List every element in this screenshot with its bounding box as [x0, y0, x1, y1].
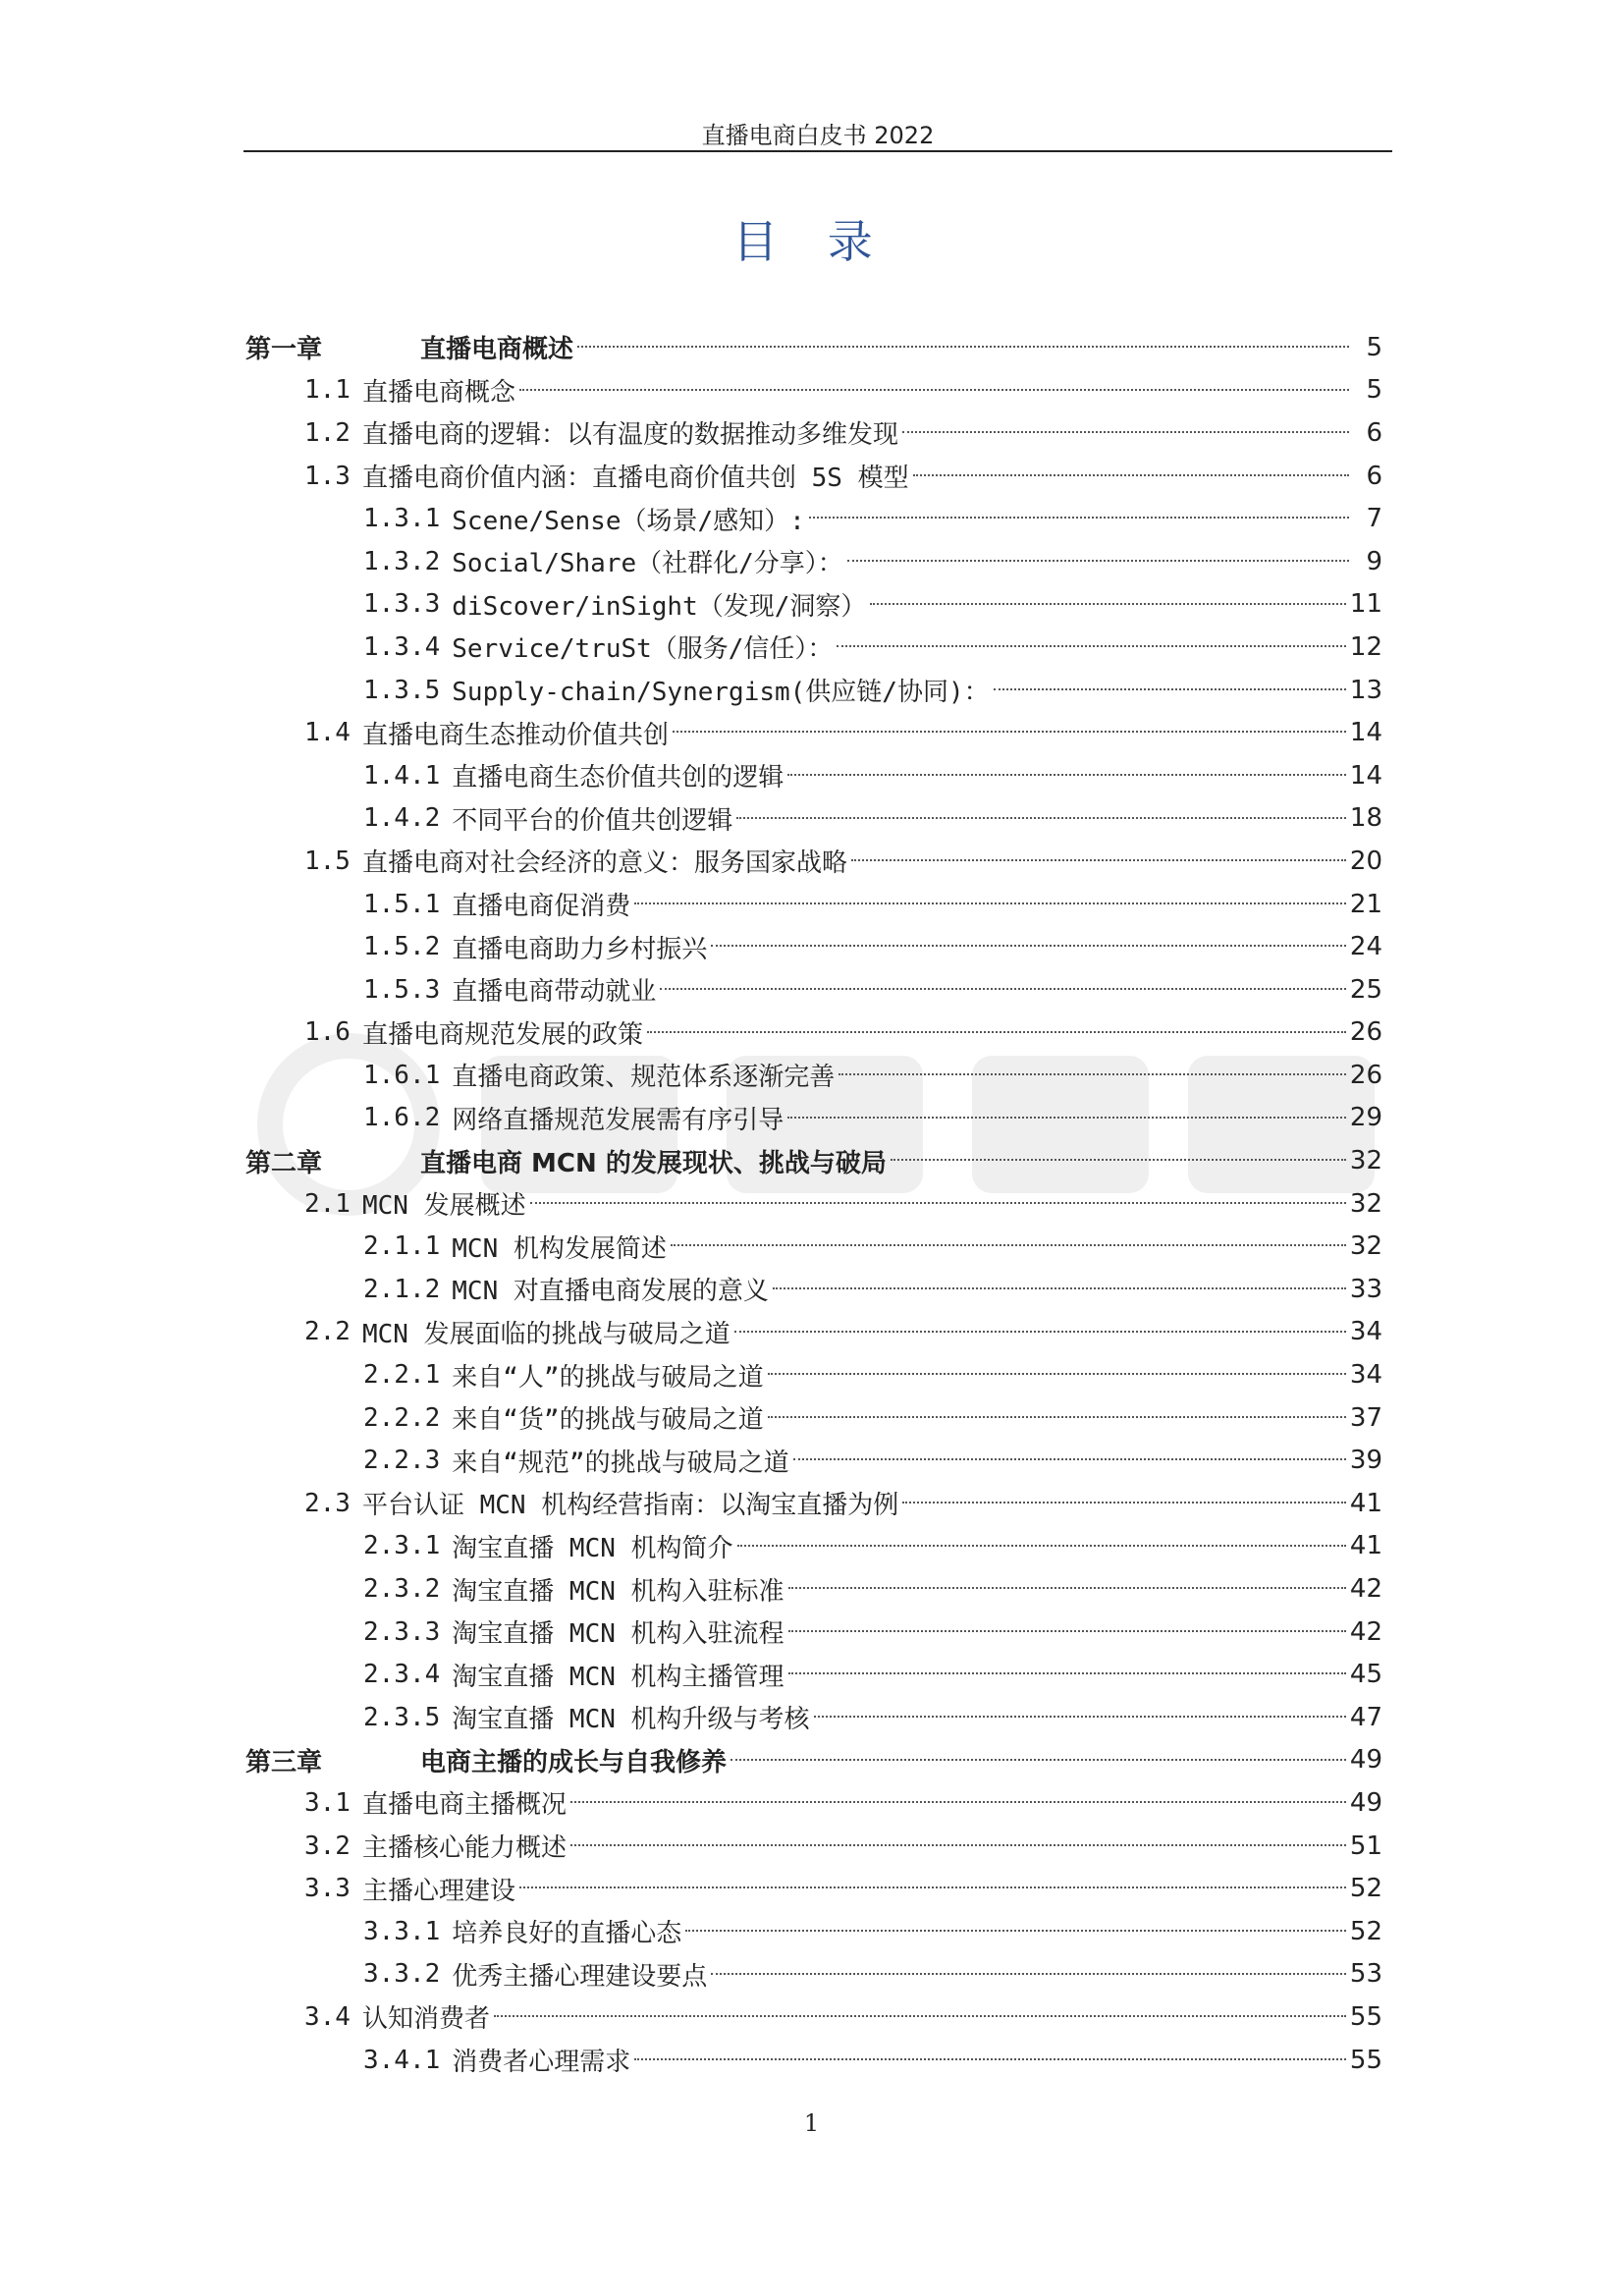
toc-entry[interactable] [245, 1867, 1382, 1910]
toc-entry-label: 电商主播的成长与自我修养 [420, 1747, 728, 1777]
toc-entry-number: 1.5.2 [363, 932, 441, 962]
dot-leader [809, 497, 1349, 519]
toc-entry[interactable] [245, 626, 1382, 669]
toc-entry-label: 直播电商价值内涵：直播电商价值共创 5S 模型 [361, 464, 909, 494]
toc-entry-page: 41 [1349, 1531, 1382, 1561]
dot-leader [788, 1611, 1346, 1632]
toc-entry[interactable] [245, 1182, 1382, 1226]
dot-leader [870, 583, 1346, 605]
toc-entry[interactable] [245, 1910, 1382, 1953]
dot-leader [736, 797, 1346, 819]
toc-entry-label: 淘宝直播 MCN 机构主播管理 [452, 1662, 784, 1692]
toc-entry-label: 直播电商助力乡村振兴 [452, 934, 708, 964]
toc-entry[interactable] [245, 326, 1382, 369]
toc-entry-label: 直播电商政策、规范体系逐渐完善 [452, 1063, 836, 1093]
dot-leader [634, 883, 1346, 904]
toc-entry-number: 1.4 [304, 718, 351, 748]
toc-entry-number: 1.6.2 [363, 1103, 441, 1133]
dot-leader [660, 968, 1346, 990]
toc-entry-number: 2.3.1 [363, 1531, 441, 1561]
toc-entry-label: 培养良好的直播心态 [452, 1919, 682, 1949]
dot-leader [902, 1482, 1346, 1503]
toc-entry-label: 网络直播规范发展需有序引导 [452, 1105, 784, 1135]
dot-leader [737, 1525, 1346, 1547]
toc-entry-page: 45 [1349, 1660, 1382, 1690]
dot-leader [814, 1696, 1346, 1718]
toc-entry-label: 来自“人”的挑战与破局之道 [452, 1362, 764, 1393]
toc-entry-number: 2.2.1 [363, 1360, 441, 1391]
toc-entry[interactable] [245, 1396, 1382, 1440]
toc-entry-label: 直播电商 MCN 的发展现状、挑战与破局 [420, 1148, 887, 1178]
dot-leader [768, 1396, 1346, 1418]
toc-entry-page: 7 [1366, 504, 1382, 534]
toc-entry-page: 52 [1349, 1874, 1382, 1904]
toc-entry-label: 直播电商概述 [420, 335, 574, 365]
header-rule [243, 150, 1392, 152]
toc-entry[interactable] [245, 455, 1382, 498]
toc-entry-number: 2.3.3 [363, 1616, 441, 1647]
dot-leader [839, 1054, 1346, 1075]
toc-entry-number: 2.1 [304, 1188, 351, 1219]
toc-entry-number: 3.4.1 [363, 2045, 441, 2075]
toc-entry-page: 37 [1349, 1402, 1382, 1433]
dot-leader [773, 1268, 1346, 1289]
toc-entry-label: Scene/Sense（场景/感知）: [452, 506, 805, 536]
toc-entry-number: 1.6.1 [363, 1060, 441, 1090]
toc-entry-page: 55 [1349, 2001, 1382, 2032]
toc-entry-label: 淘宝直播 MCN 机构入驻流程 [452, 1619, 784, 1650]
toc-entry[interactable] [245, 840, 1382, 883]
toc-entry[interactable] [245, 925, 1382, 968]
toc-entry-number: 2.3.4 [363, 1660, 441, 1690]
toc-entry-number: 第一章 [245, 335, 323, 365]
toc-entry-number: 2.3.2 [363, 1574, 441, 1605]
toc-entry-number: 3.1 [304, 1787, 351, 1818]
toc-entry-number: 1.4.2 [363, 803, 441, 834]
toc-entry-label: 直播电商概念 [361, 377, 515, 408]
toc-entry-page: 12 [1349, 631, 1382, 662]
toc-entry[interactable] [245, 369, 1382, 412]
dot-leader [634, 2039, 1346, 2060]
dot-leader [519, 1867, 1346, 1888]
toc-entry[interactable] [245, 1311, 1382, 1354]
toc-entry-page: 14 [1349, 718, 1382, 748]
toc-entry-page: 29 [1349, 1103, 1382, 1133]
toc-entry-page: 24 [1349, 932, 1382, 962]
dot-leader [847, 540, 1349, 562]
page-number: 1 [803, 2109, 820, 2137]
toc-entry[interactable] [245, 1567, 1382, 1611]
toc-entry-page: 47 [1349, 1702, 1382, 1732]
toc-entry-label: 来自“货”的挑战与破局之道 [452, 1405, 764, 1436]
toc-entry-label: 直播电商生态价值共创的逻辑 [452, 763, 784, 793]
toc-entry-page: 51 [1349, 1831, 1382, 1861]
dot-leader [711, 925, 1346, 947]
toc-entry-page: 49 [1349, 1787, 1382, 1818]
toc-entry[interactable] [245, 2039, 1382, 2082]
toc-entry[interactable] [245, 669, 1382, 712]
toc-entry-number: 1.3 [304, 461, 351, 491]
toc-entry-label: 不同平台的价值共创逻辑 [452, 805, 733, 836]
toc-entry-label: Social/Share（社群化/分享）： [452, 549, 843, 579]
dot-leader [685, 1910, 1346, 1932]
toc-entry-number: 3.3.2 [363, 1959, 441, 1990]
toc-entry-label: diScover/inSight（发现/洞察） [452, 591, 867, 622]
dot-leader [734, 1311, 1346, 1333]
toc-entry-label: Service/truSt（服务/信任）： [452, 634, 834, 665]
toc-entry-page: 41 [1349, 1488, 1382, 1518]
toc-entry-number: 3.4 [304, 2001, 351, 2032]
toc-entry[interactable] [245, 1525, 1382, 1568]
dot-leader [851, 840, 1346, 861]
toc-entry[interactable] [245, 1739, 1382, 1782]
toc-entry-number: 1.3.3 [363, 589, 441, 620]
dot-leader [837, 626, 1345, 647]
toc-entry-label: 直播电商对社会经济的意义：服务国家战略 [361, 848, 847, 879]
toc-entry-page: 42 [1349, 1574, 1382, 1605]
toc-entry-label: MCN 对直播电商发展的意义 [452, 1277, 769, 1307]
toc-entry-number: 2.3.5 [363, 1702, 441, 1732]
toc-entry-label: MCN 机构发展简述 [452, 1233, 667, 1264]
dot-leader [530, 1182, 1346, 1204]
toc-entry-page: 34 [1349, 1360, 1382, 1391]
toc-entry-label: 平台认证 MCN 机构经营指南：以淘宝直播为例 [361, 1491, 899, 1521]
dot-leader [994, 669, 1346, 690]
toc-entry-label: 主播心理建设 [361, 1876, 515, 1906]
toc-entry-page: 21 [1349, 889, 1382, 919]
toc-entry-number: 第二章 [245, 1148, 323, 1178]
toc-entry[interactable] [245, 1696, 1382, 1739]
toc-entry-page: 5 [1366, 375, 1382, 406]
toc-entry[interactable] [245, 1268, 1382, 1311]
dot-leader [494, 1995, 1346, 2017]
toc-entry-page: 39 [1349, 1446, 1382, 1476]
dot-leader [570, 1781, 1346, 1803]
toc-entry-number: 1.3.1 [363, 504, 441, 534]
toc-entry-page: 26 [1349, 1060, 1382, 1090]
toc-entry[interactable] [245, 968, 1382, 1011]
toc-entry[interactable] [245, 583, 1382, 627]
toc-entry-number: 1.5.1 [363, 889, 441, 919]
toc-entry[interactable] [245, 711, 1382, 754]
toc-entry[interactable] [245, 754, 1382, 797]
toc-entry-label: 直播电商促消费 [452, 892, 631, 922]
toc-entry-number: 1.4.1 [363, 760, 441, 791]
dot-leader [891, 1139, 1346, 1161]
toc-entry[interactable] [245, 1011, 1382, 1055]
toc-entry-number: 2.3 [304, 1488, 351, 1518]
dot-leader [647, 1011, 1346, 1033]
toc-entry-number: 1.3.5 [363, 675, 441, 705]
dot-leader [787, 754, 1346, 776]
toc-entry[interactable] [245, 797, 1382, 841]
dot-leader [711, 1953, 1346, 1975]
toc-entry-number: 2.2.3 [363, 1446, 441, 1476]
toc-entry-page: 13 [1349, 675, 1382, 705]
toc-entry-number: 1.5 [304, 846, 351, 876]
toc-entry-page: 9 [1366, 546, 1382, 576]
dot-leader [519, 369, 1349, 391]
toc-entry-number: 1.3.2 [363, 546, 441, 576]
toc-entry-page: 42 [1349, 1616, 1382, 1647]
running-header: 直播电商白皮书 2022 [701, 122, 935, 149]
dot-leader [793, 1439, 1346, 1460]
dot-leader [913, 455, 1349, 476]
toc-entry[interactable] [245, 1054, 1382, 1097]
toc-entry-label: Supply-chain/Synergism(供应链/协同)： [452, 678, 990, 708]
toc-entry-label: 直播电商主播概况 [361, 1790, 567, 1821]
toc-entry-label: 淘宝直播 MCN 机构简介 [452, 1533, 733, 1563]
toc-entry-page: 33 [1349, 1274, 1382, 1304]
toc-entry-number: 1.1 [304, 375, 351, 406]
toc-entry-page: 26 [1349, 1017, 1382, 1048]
toc-entry-number: 3.2 [304, 1831, 351, 1861]
toc-entry[interactable] [245, 883, 1382, 926]
toc-list [245, 326, 1382, 2081]
dot-leader [787, 1097, 1346, 1119]
toc-entry-number: 1.6 [304, 1017, 351, 1048]
toc-entry-label: 直播电商生态推动价值共创 [361, 720, 669, 750]
toc-entry-label: 消费者心理需求 [452, 2048, 631, 2078]
toc-entry-page: 20 [1349, 846, 1382, 876]
toc-entry-number: 1.3.4 [363, 631, 441, 662]
toc-entry[interactable] [245, 1781, 1382, 1825]
dot-leader [570, 1825, 1346, 1846]
toc-entry[interactable] [245, 540, 1382, 583]
toc-entry-label: 直播电商的逻辑：以有温度的数据推动多维发现 [361, 420, 898, 451]
toc-entry-label: 来自“规范”的挑战与破局之道 [452, 1448, 789, 1478]
toc-entry-label: MCN 发展面临的挑战与破局之道 [361, 1319, 730, 1349]
toc-entry-page: 55 [1349, 2045, 1382, 2075]
dot-leader [902, 411, 1349, 433]
toc-entry-page: 32 [1349, 1146, 1382, 1176]
toc-entry-page: 52 [1349, 1916, 1382, 1946]
toc-entry-number: 3.3 [304, 1874, 351, 1904]
toc-entry-number: 2.2 [304, 1317, 351, 1347]
toc-entry-number: 2.1.1 [363, 1231, 441, 1262]
dot-leader [768, 1353, 1346, 1375]
toc-entry-page: 49 [1349, 1745, 1382, 1776]
toc-entry-label: 直播电商规范发展的政策 [361, 1019, 643, 1050]
toc-entry-page: 32 [1349, 1231, 1382, 1262]
toc-entry-page: 53 [1349, 1959, 1382, 1990]
toc-entry-number: 1.2 [304, 417, 351, 448]
toc-entry[interactable] [245, 1225, 1382, 1268]
toc-entry[interactable] [245, 1953, 1382, 1996]
dot-leader [577, 326, 1349, 348]
toc-entry[interactable] [245, 497, 1382, 540]
toc-entry-page: 34 [1349, 1317, 1382, 1347]
toc-entry-number: 第三章 [245, 1747, 323, 1777]
toc-entry-page: 14 [1349, 760, 1382, 791]
toc-entry-label: 认知消费者 [361, 2004, 490, 2035]
toc-entry[interactable] [245, 1995, 1382, 2039]
toc-entry-label: 优秀主播心理建设要点 [452, 1961, 708, 1992]
toc-entry-page: 18 [1349, 803, 1382, 834]
toc-entry-number: 2.2.2 [363, 1402, 441, 1433]
toc-entry[interactable] [245, 1653, 1382, 1696]
toc-entry-label: 淘宝直播 MCN 机构升级与考核 [452, 1705, 810, 1735]
toc-entry-page: 6 [1366, 461, 1382, 491]
toc-entry[interactable] [245, 1353, 1382, 1396]
dot-leader [673, 711, 1346, 733]
toc-entry[interactable] [245, 1139, 1382, 1182]
toc-entry-page: 25 [1349, 974, 1382, 1005]
toc-entry[interactable] [245, 1825, 1382, 1868]
toc-entry[interactable] [245, 411, 1382, 455]
toc-entry-label: 淘宝直播 MCN 机构入驻标准 [452, 1576, 784, 1607]
toc-entry[interactable] [245, 1482, 1382, 1525]
toc-entry-label: 主播核心能力概述 [361, 1833, 567, 1864]
toc-entry-number: 2.1.2 [363, 1274, 441, 1304]
dot-leader [788, 1653, 1346, 1674]
toc-entry[interactable] [245, 1611, 1382, 1654]
toc-entry[interactable] [245, 1097, 1382, 1140]
dot-leader [730, 1739, 1346, 1761]
toc-entry[interactable] [245, 1439, 1382, 1482]
toc-entry-label: MCN 发展概述 [361, 1191, 526, 1222]
toc-entry-page: 6 [1366, 417, 1382, 448]
toc-title: 目 录 [732, 215, 891, 268]
toc-entry-page: 5 [1366, 332, 1382, 362]
dot-leader [788, 1567, 1346, 1589]
toc-entry-page: 32 [1349, 1188, 1382, 1219]
toc-entry-number: 1.5.3 [363, 974, 441, 1005]
dot-leader [671, 1225, 1346, 1246]
toc-entry-label: 直播电商带动就业 [452, 977, 657, 1008]
toc-entry-number: 3.3.1 [363, 1916, 441, 1946]
toc-entry-page: 11 [1349, 589, 1382, 620]
